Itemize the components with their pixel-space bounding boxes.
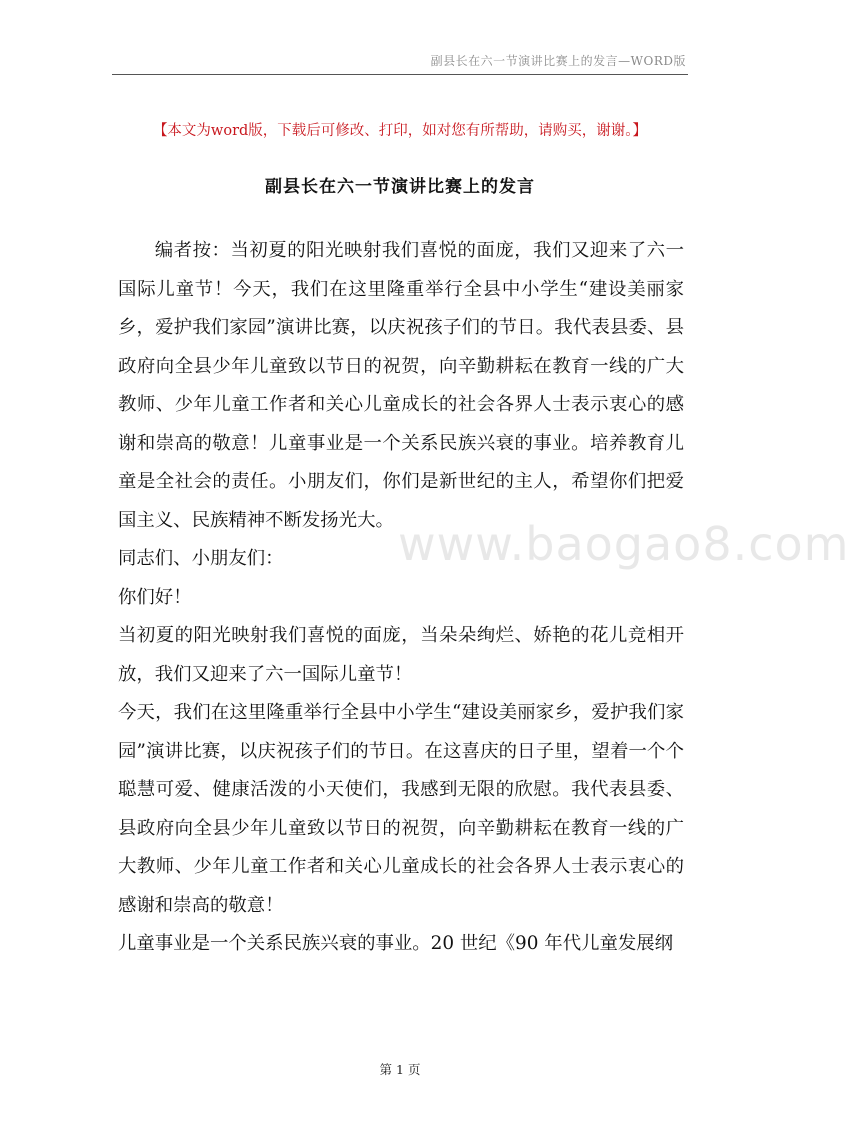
- body-paragraph: 儿童事业是一个关系民族兴衰的事业。20 世纪《90 年代儿童发展纲: [118, 933, 674, 954]
- download-notice: 【本文为word版，下载后可修改、打印，如对您有所帮助，请购买，谢谢。】: [152, 123, 648, 139]
- greeting-paragraph: 你们好！: [118, 586, 192, 608]
- document-title: 副县长在六一节演讲比赛上的发言: [265, 177, 535, 197]
- document-body: [118, 232, 684, 964]
- running-header: 副县长在六一节演讲比赛上的发言—WORD版: [430, 54, 686, 68]
- header-divider: [112, 74, 688, 75]
- salutation-paragraph: 同志们、小朋友们：: [118, 548, 284, 569]
- site-watermark: www.baogao8.com: [398, 517, 849, 571]
- body-paragraph: 今天，我们在这里隆重举行全县中小学生“建设美丽家乡，爱护我们家园”演讲比赛，以庆祝孩子们的节日。在这喜庆的日子里，望着一个个聪慧可爱、健康活泼的小天使们，我感到无限的欣慰。我代表县委、县政府向全县少年儿童致以节日的祝贺，向辛勤耕耘在教育一线的广大教师、少年儿童工作者和关心儿童成长的社会各界人士表示衷心的感谢和崇高的敬意！: [118, 702, 684, 916]
- body-paragraph: 当初夏的阳光映射我们喜悦的面庞，当朵朵绚烂、娇艳的花儿竞相开放，我们又迎来了六一国际儿童节！: [118, 625, 684, 685]
- page-number: 第 1 页: [379, 1062, 421, 1077]
- editor-note-paragraph: 编者按：当初夏的阳光映射我们喜悦的面庞，我们又迎来了六一国际儿童节！今天，我们在这里隆重举行全县中小学生“建设美丽家乡，爱护我们家园”演讲比赛，以庆祝孩子们的节日。我代表县委、县政府向全县少年儿童致以节日的祝贺，向辛勤耕耘在教育一线的广大教师、少年儿童工作者和关心儿童成长的社会各界人士表示衷心的感谢和崇高的敬意！儿童事业是一个关系民族兴衰的事业。培养教育儿童是全社会的责任。小朋友们，你们是新世纪的主人，希望你们把爱国主义、民族精神不断发扬光大。: [118, 240, 684, 531]
